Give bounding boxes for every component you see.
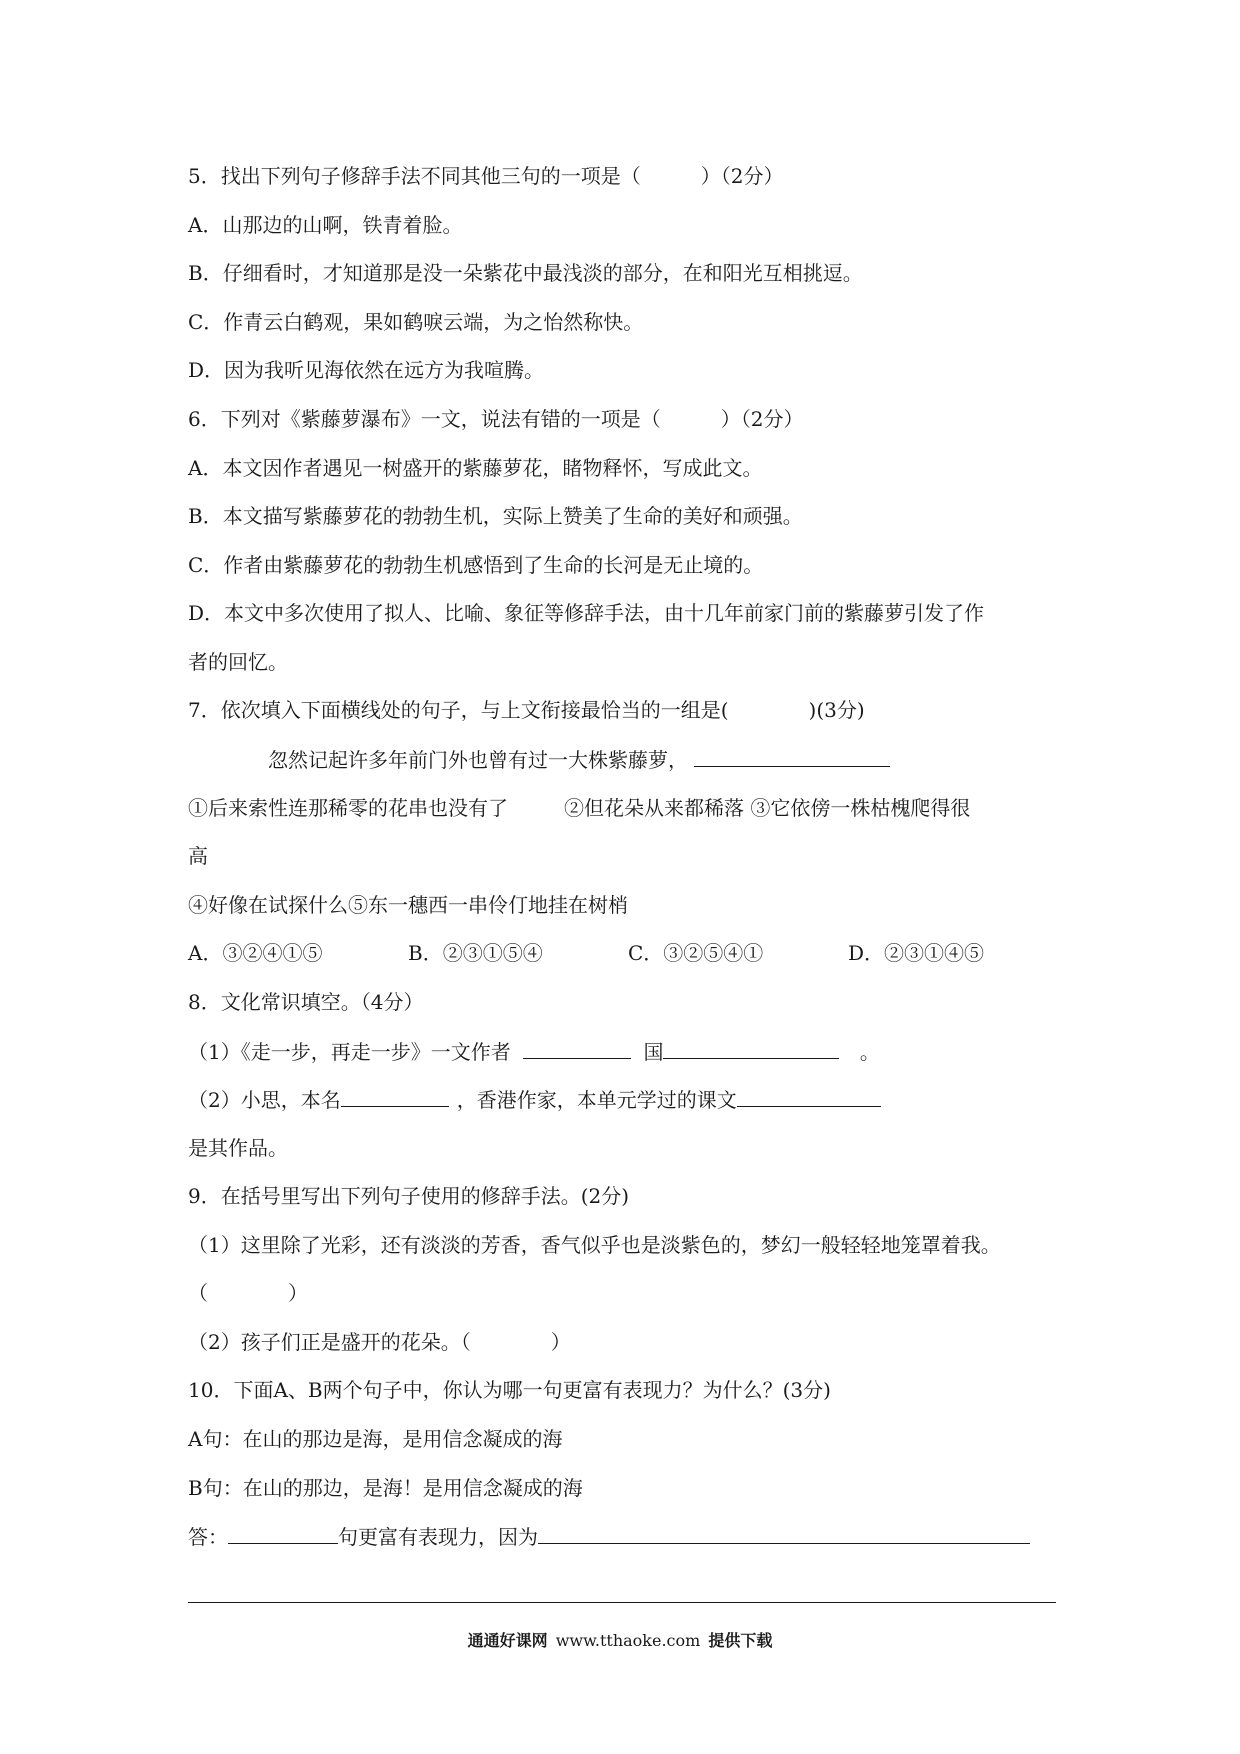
- question-9-part-2: （2）孩子们正是盛开的花朵。（ ）: [188, 1330, 571, 1354]
- question-7-option-b: B．②③①⑤④: [408, 941, 543, 965]
- question-7-sentences-line2: 高: [188, 844, 208, 868]
- question-8-part-2: [188, 1086, 881, 1113]
- question-7-option-d: D．②③①④⑤: [848, 941, 985, 965]
- footer-site-name: 通通好课网: [467, 1631, 548, 1650]
- question-6-option-a: A．本文因作者遇见一树盛开的紫藤萝花，睹物释怀，写成此文。: [188, 456, 763, 480]
- question-7-passage-text: 忽然记起许多年前门外也曾有过一大株紫藤萝，: [268, 748, 688, 772]
- question-10-stem: 10．下面A、B两个句子中，你认为哪一句更富有表现力？为什么？(3分): [188, 1378, 831, 1402]
- question-8-stem: 8．文化常识填空。（4分）: [188, 990, 424, 1014]
- question-5-option-d: D．因为我听见海依然在远方为我喧腾。: [188, 358, 545, 382]
- question-7-stem: 7．依次填入下面横线处的句子，与上文衔接最恰当的一组是( )(3分): [188, 698, 865, 722]
- sentence-2-3: ②但花朵从来都稀落 ③它依傍一株枯槐爬得很: [564, 796, 971, 820]
- answer-label: 答：: [188, 1525, 228, 1549]
- author-blank[interactable]: [523, 1038, 631, 1059]
- answer-blank[interactable]: [694, 746, 890, 767]
- real-name-blank[interactable]: [341, 1086, 449, 1107]
- lesson-blank[interactable]: [737, 1086, 881, 1107]
- answer-middle: 句更富有表现力，因为: [338, 1525, 538, 1549]
- footer-suffix: 提供下载: [708, 1631, 773, 1650]
- question-6-option-c: C．作者由紫藤萝花的勃勃生机感悟到了生命的长河是无止境的。: [188, 553, 764, 577]
- question-7-option-c: C．③②⑤④①: [628, 941, 764, 965]
- question-7-options: [188, 940, 984, 966]
- sentence-1: ①后来索性连那稀零的花串也没有了: [188, 796, 508, 820]
- question-6-stem: 6．下列对《紫藤萝瀑布》一文，说法有错的一项是（ ）（2分）: [188, 407, 804, 431]
- part-2-prefix: （2）小思，本名: [188, 1088, 341, 1112]
- page-footer: [0, 1628, 1240, 1651]
- question-10-sentence-a: A句：在山的那边是海，是用信念凝成的海: [188, 1427, 563, 1451]
- question-5-option-c: C．作青云白鹤观，果如鹤唳云端，为之怡然称快。: [188, 310, 644, 334]
- question-9-part-1: （1）这里除了光彩，还有淡淡的芳香，香气似乎也是淡紫色的，梦幻一般轻轻地笼罩着我。: [188, 1233, 1001, 1257]
- question-7-sentences-line1: [188, 795, 970, 821]
- question-7-option-a: A．③②④①⑤: [188, 941, 323, 965]
- question-9-stem: 9．在括号里写出下列句子使用的修辞手法。(2分): [188, 1184, 630, 1208]
- question-8-part-2-cont: 是其作品。: [188, 1136, 288, 1160]
- question-6-option-b: B．本文描写紫藤萝花的勃勃生机，实际上赞美了生命的美好和顽强。: [188, 504, 803, 528]
- footer-url: www.tthaoke.com: [555, 1631, 701, 1650]
- question-10-sentence-b: B句：在山的那边，是海！是用信念凝成的海: [188, 1476, 583, 1500]
- part-1-end: 。: [859, 1040, 880, 1064]
- question-10-answer: [188, 1523, 1030, 1550]
- reason-blank-line-2[interactable]: [188, 1602, 1056, 1603]
- part-1-prefix: （1）《走一步，再走一步》一文作者: [188, 1040, 511, 1064]
- country-blank[interactable]: [663, 1038, 839, 1059]
- question-5-option-a: A．山那边的山啊，铁青着脸。: [188, 213, 463, 237]
- question-7-passage: [268, 746, 890, 773]
- question-6-option-d-line1: D．本文中多次使用了拟人、比喻、象征等修辞手法，由十几年前家门前的紫藤萝引发了作: [188, 601, 985, 625]
- part-1-country-label: 国: [643, 1040, 664, 1064]
- question-9-part-1-answer[interactable]: （ ）: [188, 1281, 308, 1305]
- part-2-middle: ，香港作家，本单元学过的课文: [456, 1088, 737, 1112]
- question-5-stem: 5．找出下列句子修辞手法不同其他三句的一项是（ ）（2分）: [188, 164, 784, 188]
- reason-blank[interactable]: [538, 1523, 1030, 1544]
- question-5-option-b: B．仔细看时，才知道那是没一朵紫花中最浅淡的部分，在和阳光互相挑逗。: [188, 261, 863, 285]
- question-8-part-1: [188, 1038, 880, 1065]
- question-7-sentences-line3: ④好像在试探什么⑤东一穗西一串伶仃地挂在树梢: [188, 893, 628, 917]
- question-6-option-d-line2: 者的回忆。: [188, 650, 288, 674]
- choice-blank[interactable]: [228, 1523, 338, 1544]
